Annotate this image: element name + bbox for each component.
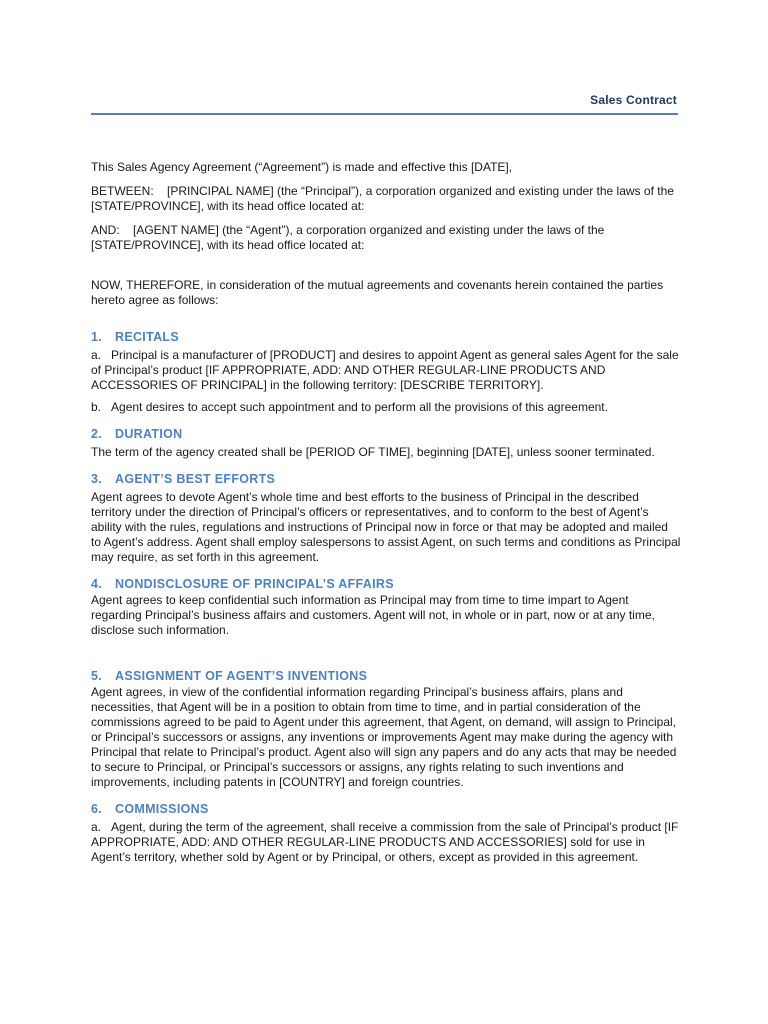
intro-and: AND: [AGENT NAME] (the “Agent”), a corporation organized and existing under the laws of the [STATE/PROVINCE], with its head office located at:: [91, 223, 605, 252]
section-paragraph: a. Agent, during the term of the agreement, shall receive a commission from the sale of Principal’s product [IF APPROPRIATE, ADD: AND OTHER REGULAR-LINE PRODUCTS AND ACCESSORIES] sold for use in Agent’s territory, whether sold by Agent or by Principal, or others, except as provided in this agreement.: [91, 820, 679, 864]
section-number: 2.: [91, 427, 103, 441]
section-heading-assignment-of-inventions: [91, 669, 681, 684]
section-paragraph: Agent agrees to devote Agent’s whole time and best efforts to the business of Principal in the described territory under the direction of Principal’s officers or representatives, and to conform to the best of Agent’s ability with the rules, regulations and instructions of Principal now in force or that may be adopted and mailed to Agent’s address. Agent shall employ salespersons to assist Agent, on such terms and conditions as Principal may require, as set forth in this agreement.: [91, 490, 681, 564]
document-body: [91, 160, 681, 865]
section-heading-agents-best-efforts: [91, 472, 681, 487]
section-title: NONDISCLOSURE OF PRINCIPAL’S AFFAIRS: [115, 577, 394, 591]
section-number: 4.: [91, 577, 103, 591]
section-title: AGENT’S BEST EFFORTS: [115, 472, 276, 486]
section-heading-duration: [91, 427, 681, 442]
section-paragraph: b. Agent desires to accept such appointment and to perform all the provisions of this agreement.: [91, 400, 608, 414]
header-divider: [91, 113, 678, 115]
section-heading-commissions: [91, 802, 681, 817]
section-paragraph: Agent agrees to keep confidential such information as Principal may from time to time impart to Agent regarding Principal’s business affairs and customers. Agent will not, in whole or in part, now or at any time, disclose such information.: [91, 593, 655, 637]
section-paragraph: a. Principal is a manufacturer of [PRODUCT] and desires to appoint Agent as general sales Agent for the sale of Principal’s product [IF APPROPRIATE, ADD: AND OTHER REGULAR-LINE PRODUCTS AND ACCESSORIES OF PRINCIPAL] in the following territory: [DESCRIBE TERRITORY].: [91, 348, 679, 392]
section-title: COMMISSIONS: [115, 802, 209, 816]
section-number: 1.: [91, 330, 103, 344]
header-title: Sales Contract: [590, 93, 677, 107]
section-title: RECITALS: [115, 330, 179, 344]
section-heading-recitals: [91, 330, 681, 345]
section-title: DURATION: [115, 427, 183, 441]
intro-between: BETWEEN: [PRINCIPAL NAME] (the “Principal”), a corporation organized and existing under the laws of the [STATE/PROVINCE], with its head office located at:: [91, 184, 674, 213]
intro-now-therefore: NOW, THEREFORE, in consideration of the mutual agreements and covenants herein contained the parties hereto agree as follows:: [91, 278, 664, 307]
section-number: 5.: [91, 669, 103, 683]
section-paragraph: The term of the agency created shall be [PERIOD OF TIME], beginning [DATE], unless sooner terminated.: [91, 445, 655, 459]
section-paragraph: Agent agrees, in view of the confidential information regarding Principal’s business affairs, plans and necessities, that Agent will be in a position to obtain from time to time, and in partial consideration of the commissions agreed to be paid to Agent under this agreement, that Agent, on demand, will assign to Principal, or Principal’s successors or assigns, any inventions or improvements Agent may make during the agency with Principal that relate to Principal’s product. Agent also will sign any papers and do any acts that may be needed to secure to Principal, or Principal’s successors or assigns, any rights relating to such inventions and improvements, including patents in [COUNTRY] and foreign countries.: [91, 685, 677, 789]
intro-opening: This Sales Agency Agreement (“Agreement”) is made and effective this [DATE],: [91, 160, 513, 174]
section-title: ASSIGNMENT OF AGENT’S INVENTIONS: [115, 669, 368, 683]
section-heading-nondisclosure: [91, 577, 681, 592]
section-number: 3.: [91, 472, 103, 486]
section-number: 6.: [91, 802, 103, 816]
